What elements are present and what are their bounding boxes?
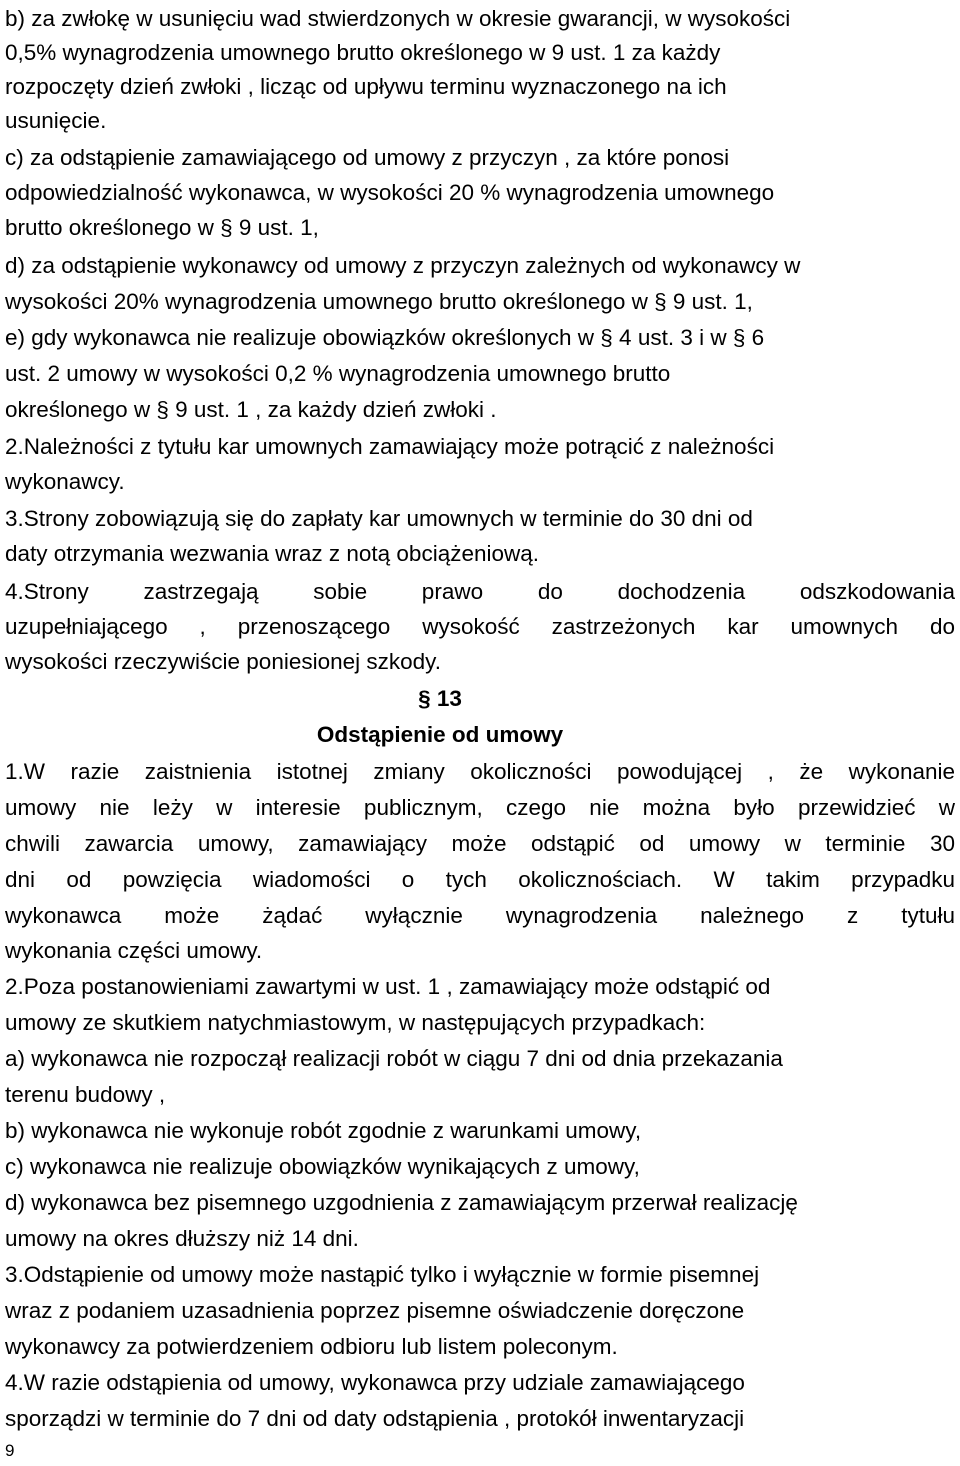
text-line: e) gdy wykonawca nie realizuje obowiązków określonych w § 4 ust. 3 i w § 6 (5, 325, 765, 350)
text-line: uzupełniającego , przenoszącego wysokość zastrzeżonych kar umownych do (5, 614, 955, 639)
text-line: wraz z podaniem uzasadnienia poprzez pisemne oświadczenie doręczone (5, 1298, 745, 1323)
text-line: rozpoczęty dzień zwłoki , licząc od upływu terminu wyznaczonego na ich (5, 74, 727, 99)
text-line: daty otrzymania wezwania wraz z notą obciążeniową. (5, 541, 540, 566)
text-line: umowy ze skutkiem natychmiastowym, w następujących przypadkach: (5, 1010, 706, 1035)
text-line: 3.Strony zobowiązują się do zapłaty kar umownych w terminie do 30 dni od (5, 506, 753, 531)
text-line: wykonawcy. (5, 469, 125, 494)
text-line: 4.W razie odstąpienia od umowy, wykonawca przy udziale zamawiającego (5, 1370, 745, 1395)
text-line: wykonawca może żądać wyłącznie wynagrodzenia należnego z tytułu (5, 903, 955, 928)
text-line: ust. 2 umowy w wysokości 0,2 % wynagrodzenia umownego brutto (5, 361, 671, 386)
text-line: wykonania części umowy. (5, 938, 263, 963)
text-line: b) za zwłokę w usunięciu wad stwierdzonych w okresie gwarancji, w wysokości (5, 6, 791, 31)
text-line: terenu budowy , (5, 1082, 166, 1107)
section-title: Odstąpienie od umowy (316, 722, 564, 747)
text-line: d) za odstąpienie wykonawcy od umowy z przyczyn zależnych od wykonawcy w (5, 253, 801, 278)
text-line: chwili zawarcia umowy, zamawiający może odstąpić od umowy w terminie 30 (5, 831, 955, 856)
page-number: 9 (5, 1441, 15, 1460)
text-line: 0,5% wynagrodzenia umownego brutto określonego w 9 ust. 1 za każdy (5, 40, 721, 65)
text-line: wysokości 20% wynagrodzenia umownego brutto określonego w § 9 ust. 1, (5, 289, 753, 314)
text-line: odpowiedzialność wykonawca, w wysokości 20 % wynagrodzenia umownego (5, 180, 775, 205)
text-line: 4.Strony zastrzegają sobie prawo do dochodzenia odszkodowania (5, 579, 955, 604)
text-line: brutto określonego w § 9 ust. 1, (5, 215, 319, 240)
text-line: umowy nie leży w interesie publicznym, czego nie można było przewidzieć w (5, 795, 955, 820)
text-line: 2.Należności z tytułu kar umownych zamawiający może potrącić z należności (5, 434, 775, 459)
text-line: 3.Odstąpienie od umowy może nastąpić tylko i wyłącznie w formie pisemnej (5, 1262, 760, 1287)
text-line: c) za odstąpienie zamawiającego od umowy z przyczyn , za które ponosi (5, 145, 730, 170)
text-line: 1.W razie zaistnienia istotnej zmiany okoliczności powodującej , że wykonanie (5, 759, 955, 784)
text-line: określonego w § 9 ust. 1 , za każdy dzień zwłoki . (5, 397, 497, 422)
text-line: umowy na okres dłuższy niż 14 dni. (5, 1226, 359, 1251)
text-line: dni od powzięcia wiadomości o tych okolicznościach. W takim przypadku (5, 867, 955, 892)
text-line: wykonawcy za potwierdzeniem odbioru lub listem poleconym. (5, 1334, 618, 1359)
text-line: d) wykonawca bez pisemnego uzgodnienia z zamawiającym przerwał realizację (5, 1190, 798, 1215)
text-line: sporządzi w terminie do 7 dni od daty odstąpienia , protokół inwentaryzacji (5, 1406, 745, 1431)
text-line: wysokości rzeczywiście poniesionej szkody. (5, 649, 441, 674)
text-line: 2.Poza postanowieniami zawartymi w ust. 1 , zamawiający może odstąpić od (5, 974, 771, 999)
text-line: usunięcie. (5, 108, 107, 133)
text-line: a) wykonawca nie rozpoczął realizacji robót w ciągu 7 dni od dnia przekazania (5, 1046, 783, 1071)
section-number: § 13 (418, 686, 462, 711)
text-line: c) wykonawca nie realizuje obowiązków wynikających z umowy, (5, 1154, 640, 1179)
text-line: b) wykonawca nie wykonuje robót zgodnie z warunkami umowy, (5, 1118, 642, 1143)
